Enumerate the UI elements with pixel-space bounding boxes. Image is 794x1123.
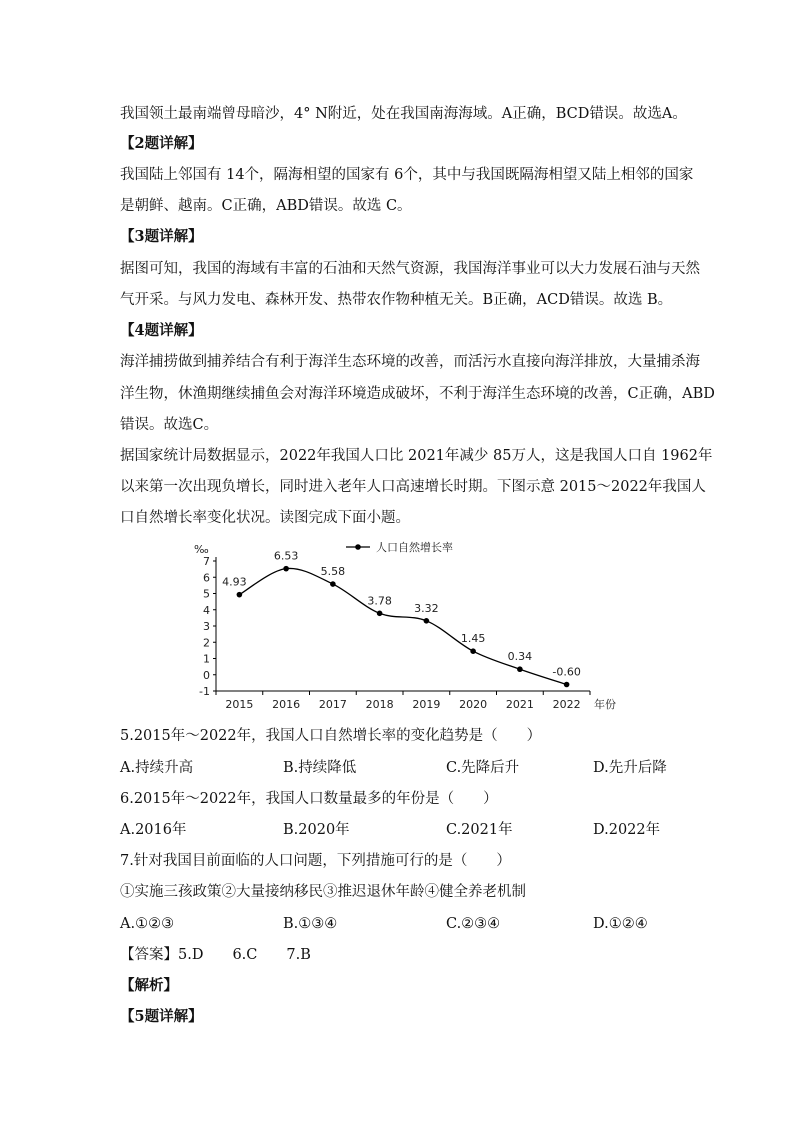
answer-line: 【答案】5.D 6.C 7.B (120, 947, 311, 963)
question-5: 5.2015年～2022年，我国人口自然增长率的变化趋势是（ ） (120, 728, 542, 744)
data-point (517, 666, 523, 672)
x-tick-label: 2017 (318, 698, 347, 711)
x-axis-label: 年份 (594, 698, 616, 711)
paragraph-intro-line2: 以来第一次出现负增长，同时进入老年人口高速增长时期。下图示意 2015～2022年我国人 (120, 479, 706, 495)
data-label: -0.60 (552, 665, 581, 679)
data-point (237, 592, 243, 598)
y-tick-label: 3 (203, 620, 210, 633)
q5-option-c[interactable]: C.先降后升 (446, 760, 520, 776)
paragraph-q4-line1: 海洋捕捞做到捕养结合有利于海洋生态环境的改善，而活污水直接向海洋排放，大量捕杀海 (120, 354, 700, 370)
x-tick-label: 2019 (412, 698, 441, 711)
x-tick-label: 2022 (552, 698, 581, 711)
data-point (564, 682, 570, 688)
paragraph-q3-line1: 据图可知，我国的海域有丰富的石油和天然气资源，我国海洋事业可以大力发展石油与天然 (120, 261, 700, 277)
series-line (239, 568, 566, 684)
q5-option-a[interactable]: A.持续升高 (120, 760, 194, 776)
y-axis-unit: ‰ (194, 543, 209, 556)
y-tick-label: 5 (203, 587, 210, 601)
y-tick-label: -1 (199, 685, 210, 698)
y-tick-label: 1 (203, 652, 210, 666)
q7-option-b[interactable]: B.①③④ (283, 916, 338, 932)
legend-marker (355, 544, 361, 550)
heading-q3-detail: 【3题详解】 (120, 228, 203, 245)
x-tick-label: 2018 (365, 698, 394, 711)
q6-option-b[interactable]: B.2020年 (283, 822, 350, 838)
x-tick-label: 2016 (272, 698, 301, 711)
paragraph-q4-line2: 洋生物，休渔期继续捕鱼会对海洋环境造成破坏，不利于海洋生态环境的改善，C正确，ABD (120, 386, 715, 402)
heading-q2-detail: 【2题详解】 (120, 135, 203, 152)
y-tick-label: 0 (203, 668, 210, 682)
q6-option-c[interactable]: C.2021年 (446, 822, 513, 838)
data-point (424, 618, 430, 624)
population-growth-chart (190, 538, 630, 718)
data-label: 3.78 (367, 594, 392, 608)
heading-q4-detail: 【4题详解】 (120, 322, 203, 339)
q7-option-a[interactable]: A.①②③ (120, 916, 175, 932)
paragraph-q4-line3: 错误。故选C。 (120, 417, 219, 433)
y-tick-label: 2 (203, 636, 210, 650)
data-label: 6.53 (273, 549, 299, 563)
legend-label: 人口自然增长率 (376, 541, 453, 554)
data-label: 1.45 (460, 632, 486, 646)
question-7-stem: ①实施三孩政策②大量接纳移民③推迟退休年龄④健全养老机制 (120, 884, 526, 900)
paragraph-q3-line2: 气开采。与风力发电、森林开发、热带农作物种植无关。B正确，ACD错误。故选 B。 (120, 292, 673, 308)
data-point (283, 566, 289, 572)
x-tick-label: 2021 (505, 698, 534, 711)
q6-option-a[interactable]: A.2016年 (120, 822, 187, 838)
data-label: 3.32 (414, 601, 439, 615)
q6-option-d[interactable]: D.2022年 (593, 822, 661, 838)
data-point (377, 611, 383, 617)
y-tick-label: 7 (203, 555, 210, 568)
paragraph-q2-line2: 是朝鲜、越南。C正确，ABD错误。故选 C。 (120, 198, 412, 214)
q5-option-b[interactable]: B.持续降低 (283, 760, 357, 776)
question-7: 7.针对我国目前面临的人口问题，下列措施可行的是（ ） (120, 853, 511, 869)
q7-option-d[interactable]: D.①②④ (593, 916, 648, 932)
y-tick-label: 4 (203, 603, 210, 617)
data-label: 4.93 (222, 575, 247, 589)
data-label: 5.58 (320, 565, 346, 579)
analysis-heading: 【解析】 (120, 977, 178, 994)
question-6: 6.2015年～2022年，我国人口数量最多的年份是（ ） (120, 791, 498, 807)
data-point (470, 648, 476, 654)
paragraph-intro-line3: 口自然增长率变化状况。读图完成下面小题。 (120, 510, 410, 526)
x-tick-label: 2020 (459, 698, 488, 711)
x-tick-label: 2015 (225, 698, 254, 711)
data-point (330, 581, 336, 587)
q7-option-c[interactable]: C.②③④ (446, 916, 501, 932)
y-tick-label: 6 (203, 571, 210, 585)
q5-option-d[interactable]: D.先升后降 (593, 760, 667, 776)
data-label: 0.34 (507, 650, 533, 664)
heading-q5-detail: 【5题详解】 (120, 1008, 203, 1025)
paragraph-q2-line1: 我国陆上邻国有 14个，隔海相望的国家有 6个，其中与我国既隔海相望又陆上相邻的国家 (120, 167, 694, 183)
paragraph-q1-explanation: 我国领土最南端曾母暗沙，4° N附近，处在我国南海海域。A正确，BCD错误。故选A。 (120, 106, 687, 122)
paragraph-intro-line1: 据国家统计局数据显示，2022年我国人口比 2021年减少 85万人，这是我国人口自 1962年 (120, 448, 713, 464)
